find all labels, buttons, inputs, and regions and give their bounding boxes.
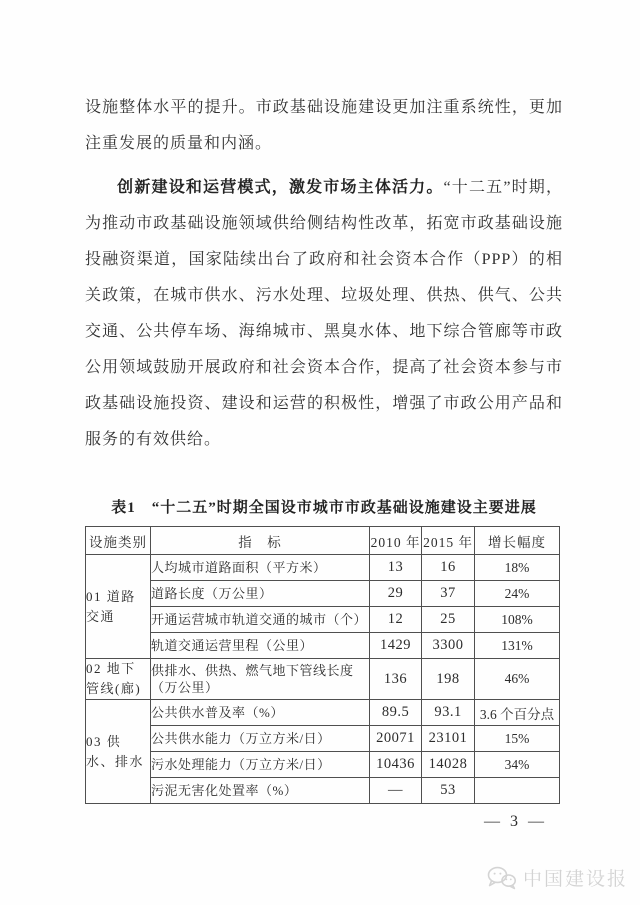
cell-indicator: 污水处理能力（万立方米/日） <box>151 752 370 778</box>
cell-growth: 18% <box>475 555 560 581</box>
table-row <box>86 555 560 581</box>
cell-indicator: 公共供水能力（万立方米/日） <box>151 726 370 752</box>
table-row <box>86 752 560 778</box>
cell-indicator: 道路长度（万公里） <box>151 581 370 607</box>
cell-2015: 25 <box>422 607 475 633</box>
cell-2010: — <box>370 778 422 804</box>
cell-2010: 10436 <box>370 752 422 778</box>
header-category: 设施类别 <box>86 527 151 555</box>
cell-growth: 24% <box>475 581 560 607</box>
page-number: — 3 — <box>484 813 547 830</box>
header-2010: 2010 年 <box>370 527 422 555</box>
cell-category-water: 03 供水、排水 <box>86 700 151 804</box>
table-row <box>86 700 560 726</box>
cell-growth: 15% <box>475 726 560 752</box>
table-row <box>86 581 560 607</box>
table-header-row <box>86 527 560 555</box>
paragraph-1-text: 设施整体水平的提升。市政基础设施建设更加注重系统性，更加注重发展的质量和内涵。 <box>85 99 563 152</box>
table-title: 表1 “十二五”时期全国设市城市市政基础设施建设主要进展 <box>111 500 537 516</box>
cell-indicator: 开通运营城市轨道交通的城市（个） <box>151 607 370 633</box>
cell-indicator: 污泥无害化处置率（%） <box>151 778 370 804</box>
cell-growth: 3.6 个百分点 <box>475 700 560 726</box>
cell-growth: 131% <box>475 633 560 659</box>
paragraph-2 <box>85 170 563 458</box>
cell-category-road: 01 道路交通 <box>86 555 151 659</box>
cell-growth: 34% <box>475 752 560 778</box>
cell-growth: 108% <box>475 607 560 633</box>
cell-2010: 29 <box>370 581 422 607</box>
header-indicator: 指 标 <box>151 527 370 555</box>
cell-2015: 93.1 <box>422 700 475 726</box>
cell-2015: 23101 <box>422 726 475 752</box>
table-row <box>86 633 560 659</box>
table-row <box>86 778 560 804</box>
cell-2015: 53 <box>422 778 475 804</box>
page-content <box>85 90 563 831</box>
cell-indicator: 轨道交通运营里程（公里） <box>151 633 370 659</box>
table-row <box>86 607 560 633</box>
cell-growth <box>475 778 560 804</box>
cell-indicator: 人均城市道路面积（平方米） <box>151 555 370 581</box>
paragraph-2-body: “十二五”时期，为推动市政基础设施领域供给侧结构性改革，拓宽市政基础设施投融资渠道，国家陆续出台了政府和社会资本合作（PPP）的相关政策，在城市供水、污水处理、垃圾处理、供热、供气、公共交通、公共停车场、海绵城市、黑臭水体、地下综合管廊等市政公用领域鼓励开展政府和社会资本合作，提高了社会资本参与市政基础设施投资、建设和运营的积极性，增强了市政公用产品和服务的有效供给。 <box>85 179 563 448</box>
cell-2015: 198 <box>422 659 475 700</box>
cell-2010: 13 <box>370 555 422 581</box>
table-row <box>86 659 560 700</box>
cell-2015: 16 <box>422 555 475 581</box>
header-2015: 2015 年 <box>422 527 475 555</box>
paragraph-2-lead: 创新建设和运营模式，激发市场主体活力。 <box>117 179 444 196</box>
cell-indicator: 供排水、供热、燃气地下管线长度（万公里） <box>151 659 370 700</box>
cell-2010: 1429 <box>370 633 422 659</box>
header-growth: 增长幅度 <box>475 527 560 555</box>
cell-2015: 14028 <box>422 752 475 778</box>
cell-growth: 46% <box>475 659 560 700</box>
cell-2010: 20071 <box>370 726 422 752</box>
cell-2015: 37 <box>422 581 475 607</box>
watermark <box>486 864 628 891</box>
cell-2010: 89.5 <box>370 700 422 726</box>
wechat-icon <box>486 865 517 890</box>
progress-table <box>85 526 560 804</box>
cell-category-underground: 02 地下管线(廊) <box>86 659 151 700</box>
cell-2010: 136 <box>370 659 422 700</box>
watermark-text: 中国建设报 <box>522 869 628 890</box>
table-row <box>86 726 560 752</box>
paragraph-1 <box>85 90 563 162</box>
cell-2010: 12 <box>370 607 422 633</box>
cell-2015: 3300 <box>422 633 475 659</box>
cell-indicator: 公共供水普及率（%） <box>151 700 370 726</box>
